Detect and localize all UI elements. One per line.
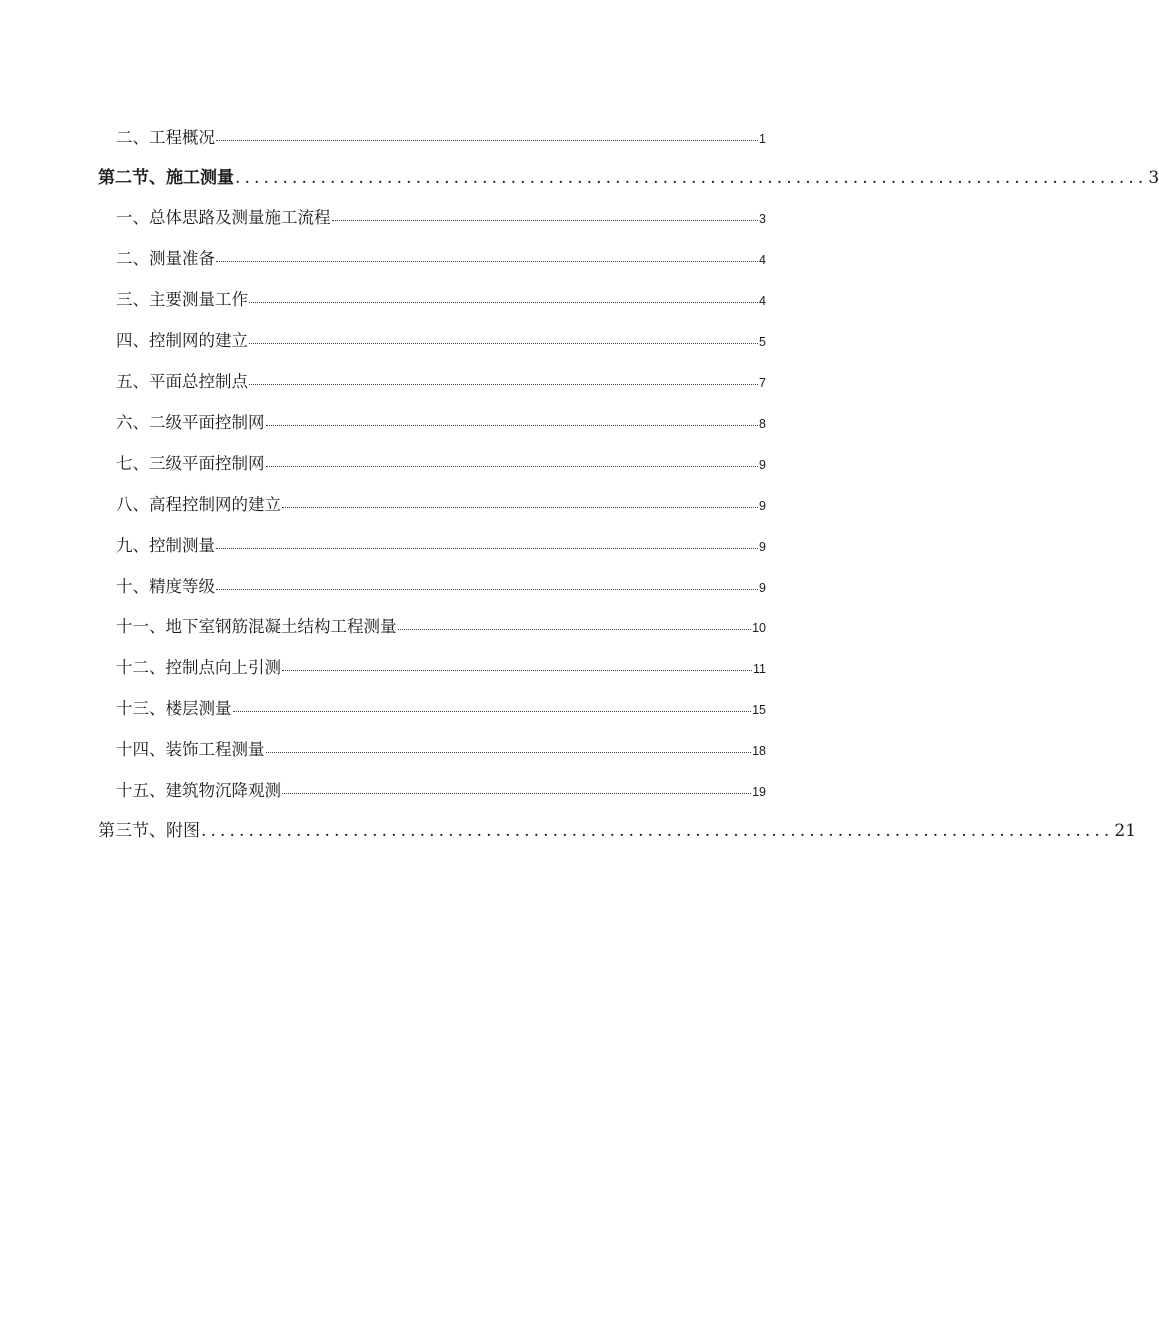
- toc-entry-label: 第二节、施工测量: [98, 168, 234, 188]
- dot-leader: [332, 207, 759, 224]
- toc-entry-label: 五、平面总控制点: [116, 372, 248, 391]
- toc-entry-label: 一、总体思路及测量施工流程: [116, 208, 331, 227]
- dot-leader: [216, 248, 758, 265]
- toc-entry-label: 二、测量准备: [116, 249, 215, 268]
- toc-entry-label: 八、高程控制网的建立: [116, 495, 281, 514]
- toc-entry[interactable]: [116, 654, 766, 678]
- dot-leader: [216, 535, 758, 552]
- toc-entry-label: 二、工程概况: [116, 128, 215, 147]
- dot-leader: [282, 494, 758, 511]
- toc-entry[interactable]: [116, 327, 766, 351]
- toc-entry-page: 9: [759, 581, 766, 595]
- toc-entry-label: 第三节、附图: [98, 821, 200, 841]
- toc-entry-page: 7: [759, 376, 766, 390]
- dot-leader: [249, 289, 758, 306]
- toc-entry-page: 19: [752, 785, 766, 799]
- toc-entry[interactable]: [116, 573, 766, 597]
- dot-leader: [216, 576, 758, 593]
- toc-entry-page: 3: [759, 212, 766, 226]
- toc-entry-label: 六、二级平面控制网: [116, 413, 265, 432]
- toc-entry-page: 15: [752, 703, 766, 717]
- dot-leader: [233, 698, 752, 715]
- toc-entry-label: 四、控制网的建立: [116, 331, 248, 350]
- toc-entry-page: 10: [752, 621, 766, 635]
- toc-section-entry[interactable]: [98, 816, 1137, 841]
- toc-entry[interactable]: [116, 532, 766, 556]
- toc-entry-label: 十五、建筑物沉降观测: [116, 781, 281, 800]
- toc-entry-label: 七、三级平面控制网: [116, 454, 265, 473]
- toc-entry-page: 3: [1148, 168, 1159, 188]
- toc-entry-label: 十三、楼层测量: [116, 699, 232, 718]
- dot-leader: [249, 330, 758, 347]
- toc-entry[interactable]: [116, 777, 766, 801]
- dot-leader: [266, 453, 759, 470]
- dot-leader: ................................................................................................: [235, 168, 1148, 188]
- toc-entry-page: 8: [759, 417, 766, 431]
- toc-entry-page: 5: [759, 335, 766, 349]
- toc-entry-label: 十四、装饰工程测量: [116, 740, 265, 759]
- toc-entry-page: 9: [759, 499, 766, 513]
- dot-leader: [398, 616, 752, 633]
- toc-entry[interactable]: [116, 450, 766, 474]
- toc-entry[interactable]: [116, 286, 766, 310]
- toc-entry-page: 9: [759, 458, 766, 472]
- toc-entry-page: 4: [759, 253, 766, 267]
- toc-entry[interactable]: [116, 491, 766, 515]
- dot-leader: [249, 371, 758, 388]
- toc-section-entry[interactable]: [98, 163, 1159, 188]
- toc-entry[interactable]: [116, 613, 766, 637]
- toc-entry-page: 4: [759, 294, 766, 308]
- dot-leader: ................................................................................................: [201, 821, 1114, 841]
- toc-entry-page: 18: [752, 744, 766, 758]
- toc-entry[interactable]: [116, 409, 766, 433]
- toc-entry-label: 十一、地下室钢筋混凝土结构工程测量: [116, 617, 397, 636]
- toc-entry[interactable]: [116, 736, 766, 760]
- toc-entry-label: 三、主要测量工作: [116, 290, 248, 309]
- dot-leader: [266, 739, 752, 756]
- toc-entry-label: 九、控制测量: [116, 536, 215, 555]
- toc-entry-label: 十二、控制点向上引测: [116, 658, 281, 677]
- toc-entry[interactable]: [116, 124, 766, 148]
- toc-entry-page: 1: [759, 132, 766, 146]
- dot-leader: [282, 780, 751, 797]
- toc-entry[interactable]: [116, 204, 766, 228]
- dot-leader: [282, 657, 752, 674]
- toc-entry[interactable]: [116, 695, 766, 719]
- dot-leader: [216, 127, 758, 144]
- toc-entry-page: 9: [759, 540, 766, 554]
- toc-entry[interactable]: [116, 368, 766, 392]
- toc-entry-page: 11: [753, 662, 766, 676]
- toc-entry-page: 21: [1114, 821, 1137, 841]
- dot-leader: [266, 412, 759, 429]
- toc-entry-label: 十、精度等级: [116, 577, 215, 596]
- toc-entry[interactable]: [116, 245, 766, 269]
